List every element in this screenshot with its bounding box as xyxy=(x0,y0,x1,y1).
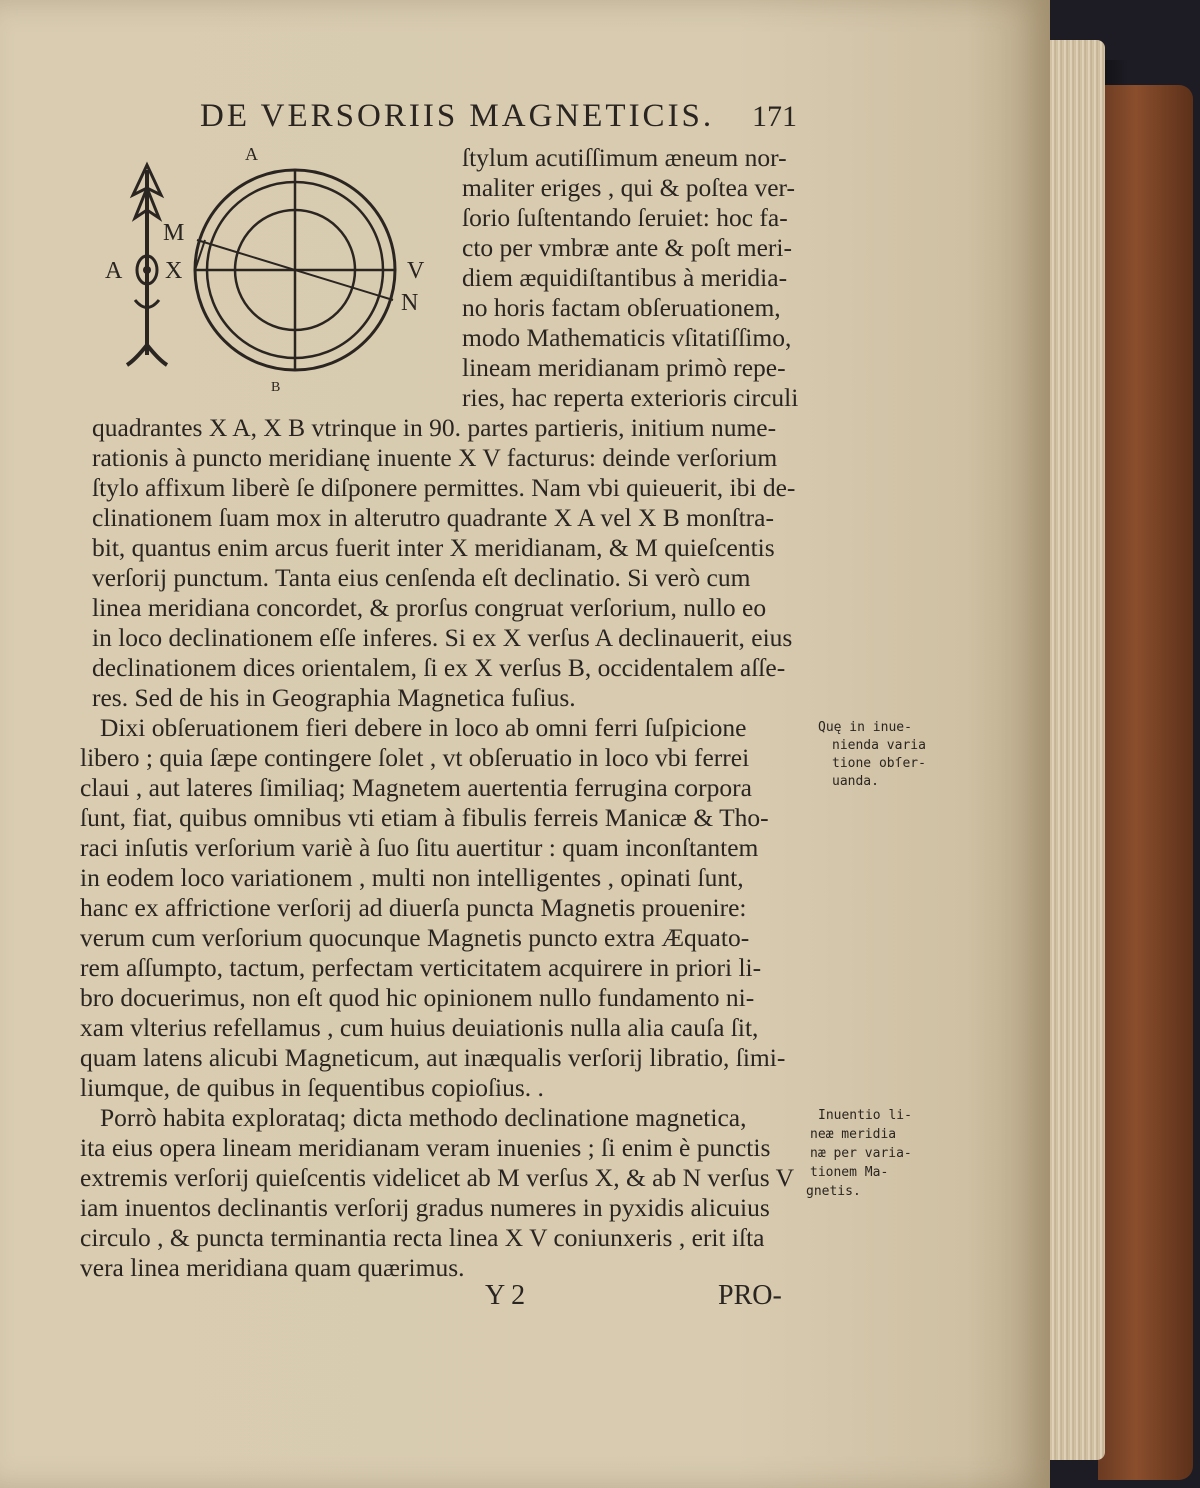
margin-note-line: gnetis. xyxy=(806,1184,861,1199)
text-line: vera linea meridiana quam quærimus. xyxy=(80,1253,465,1282)
text-line: clinationem ſuam mox in alterutro quadrante X A vel X B monſtra- xyxy=(92,503,774,532)
book-cover xyxy=(1098,85,1193,1480)
text-line: bit, quantus enim arcus fuerit inter X meridianam, & M quieſcentis xyxy=(92,533,775,562)
text-line: rationis à puncto meridianę inuente X V facturus: deinde verſorium xyxy=(92,443,778,472)
margin-note-line: Quę in inue- xyxy=(818,720,912,735)
compass-figure xyxy=(105,140,445,410)
text-line: claui , aut lateres ſimiliaq; Magnetem auertentia ferrugina corpora xyxy=(80,773,752,802)
text-line: hanc ex affrictione verſorij ad diuerſa puncta Magnetis prouenire: xyxy=(80,893,747,922)
text-line: ſtylo affixum liberè ſe diſponere permittes. Nam vbi quieuerit, ibi de- xyxy=(92,473,796,502)
text-line: Dixi obſeruationem fieri debere in loco ab omni ferri ſuſpicione xyxy=(100,713,747,742)
text-line: Porrò habita explorataq; dicta methodo declinatione magnetica, xyxy=(100,1103,747,1132)
running-header: DE VERSORIIS MAGNETICIS. xyxy=(200,98,715,134)
text-line: bro docuerimus, non eſt quod hic opinionem nullo fundamento ni- xyxy=(80,983,755,1012)
margin-note-line: uanda. xyxy=(832,774,879,789)
text-line: libero ; quia ſæpe contingere ſolet , vt obſeruatio in loco vbi ferrei xyxy=(80,743,750,772)
margin-note-line: næ per varia- xyxy=(810,1146,912,1161)
text-line: modo Mathematicis vſitatiſſimo, xyxy=(462,323,792,352)
diagram-label-top: A xyxy=(245,144,258,164)
text-line: in loco declinationem eſſe inferes. Si ex X verſus A declinauerit, eius xyxy=(92,623,793,652)
text-line: verſorij punctum. Tanta eius cenſenda eſt declinatio. Si verò cum xyxy=(92,563,751,592)
text-line: ſunt, fiat, quibus omnibus vti etiam à fibulis ferreis Manicæ & Tho- xyxy=(80,803,769,832)
text-line: diem æquidiſtantibus à meridia- xyxy=(462,263,788,292)
text-line: quam latens alicubi Magneticum, aut inæqualis verſorij libratio, ſimi- xyxy=(80,1043,786,1072)
margin-note-line: Inuentio li- xyxy=(818,1108,912,1123)
text-line: in eodem loco variationem , multi non intelligentes , opinati ſunt, xyxy=(80,863,744,892)
page-number: 171 xyxy=(752,100,797,133)
text-line: ſtylum acutiſſimum æneum nor- xyxy=(462,143,787,172)
text-line: res. Sed de his in Geographia Magnetica fuſius. xyxy=(92,683,576,712)
page-edges xyxy=(1045,40,1105,1460)
text-line: declinationem dices orientalem, ſi ex X verſus B, occidentalem aſſe- xyxy=(92,653,786,682)
diagram-label-n: N xyxy=(401,290,419,316)
text-line: cto per vmbræ ante & poſt meri- xyxy=(462,233,792,262)
compass-diagram xyxy=(105,140,445,410)
text-line: lineam meridianam primò repe- xyxy=(462,353,786,382)
text-line: liumque, de quibus in ſequentibus copioſius. . xyxy=(80,1073,544,1102)
text-line: ita eius opera lineam meridianam veram inuenies ; ſi enim è punctis xyxy=(80,1133,771,1162)
diagram-label-v: V xyxy=(407,258,425,284)
text-line: no horis factam obſeruationem, xyxy=(462,293,781,322)
diagram-label-a: A xyxy=(105,258,123,284)
diagram-label-x: X xyxy=(165,258,183,284)
text-line: xam vlterius refellamus , cum huius deuiationis nulla alia cauſa ſit, xyxy=(80,1013,759,1042)
text-line: iam inuentos declinantis verſorij gradus numeres in pyxidis alicuius xyxy=(80,1193,770,1222)
diagram-label-bottom: B xyxy=(271,380,281,395)
catchword: PRO- xyxy=(718,1280,782,1311)
text-line: rem aſſumpto, tactum, perfectam verticitatem acquirere in priori li- xyxy=(80,953,762,982)
margin-note-line: neæ meridia xyxy=(810,1127,897,1142)
text-line: maliter eriges , qui & poſtea ver- xyxy=(462,173,795,202)
margin-note-line: tione obſer- xyxy=(832,756,926,771)
text-line: extremis verſorij quieſcentis videlicet ab M verſus X, & ab N verſus V xyxy=(80,1163,795,1192)
text-line: linea meridiana concordet, & prorſus congruat verſorium, nullo eo xyxy=(92,593,767,622)
margin-note-line: tionem Ma- xyxy=(810,1165,889,1180)
diagram-label-m: M xyxy=(163,220,185,246)
text-line: quadrantes X A, X B vtrinque in 90. partes partieris, initium nume- xyxy=(92,413,777,442)
text-line: ries, hac reperta exterioris circuli xyxy=(462,383,799,412)
text-line: raci inſutis verſorium variè à ſuo ſitu auertitur : quam inconſtantem xyxy=(80,833,759,862)
text-line: circulo , & puncta terminantia recta linea X V coniunxeris , erit iſta xyxy=(80,1223,765,1252)
signature-mark: Y 2 xyxy=(485,1280,526,1311)
text-line: verum cum verſorium quocunque Magnetis puncto extra Æquato- xyxy=(80,923,750,952)
text-line: ſorio ſuſtentando ſeruiet: hoc fa- xyxy=(462,203,788,232)
margin-note-line: nienda varia xyxy=(832,738,926,753)
